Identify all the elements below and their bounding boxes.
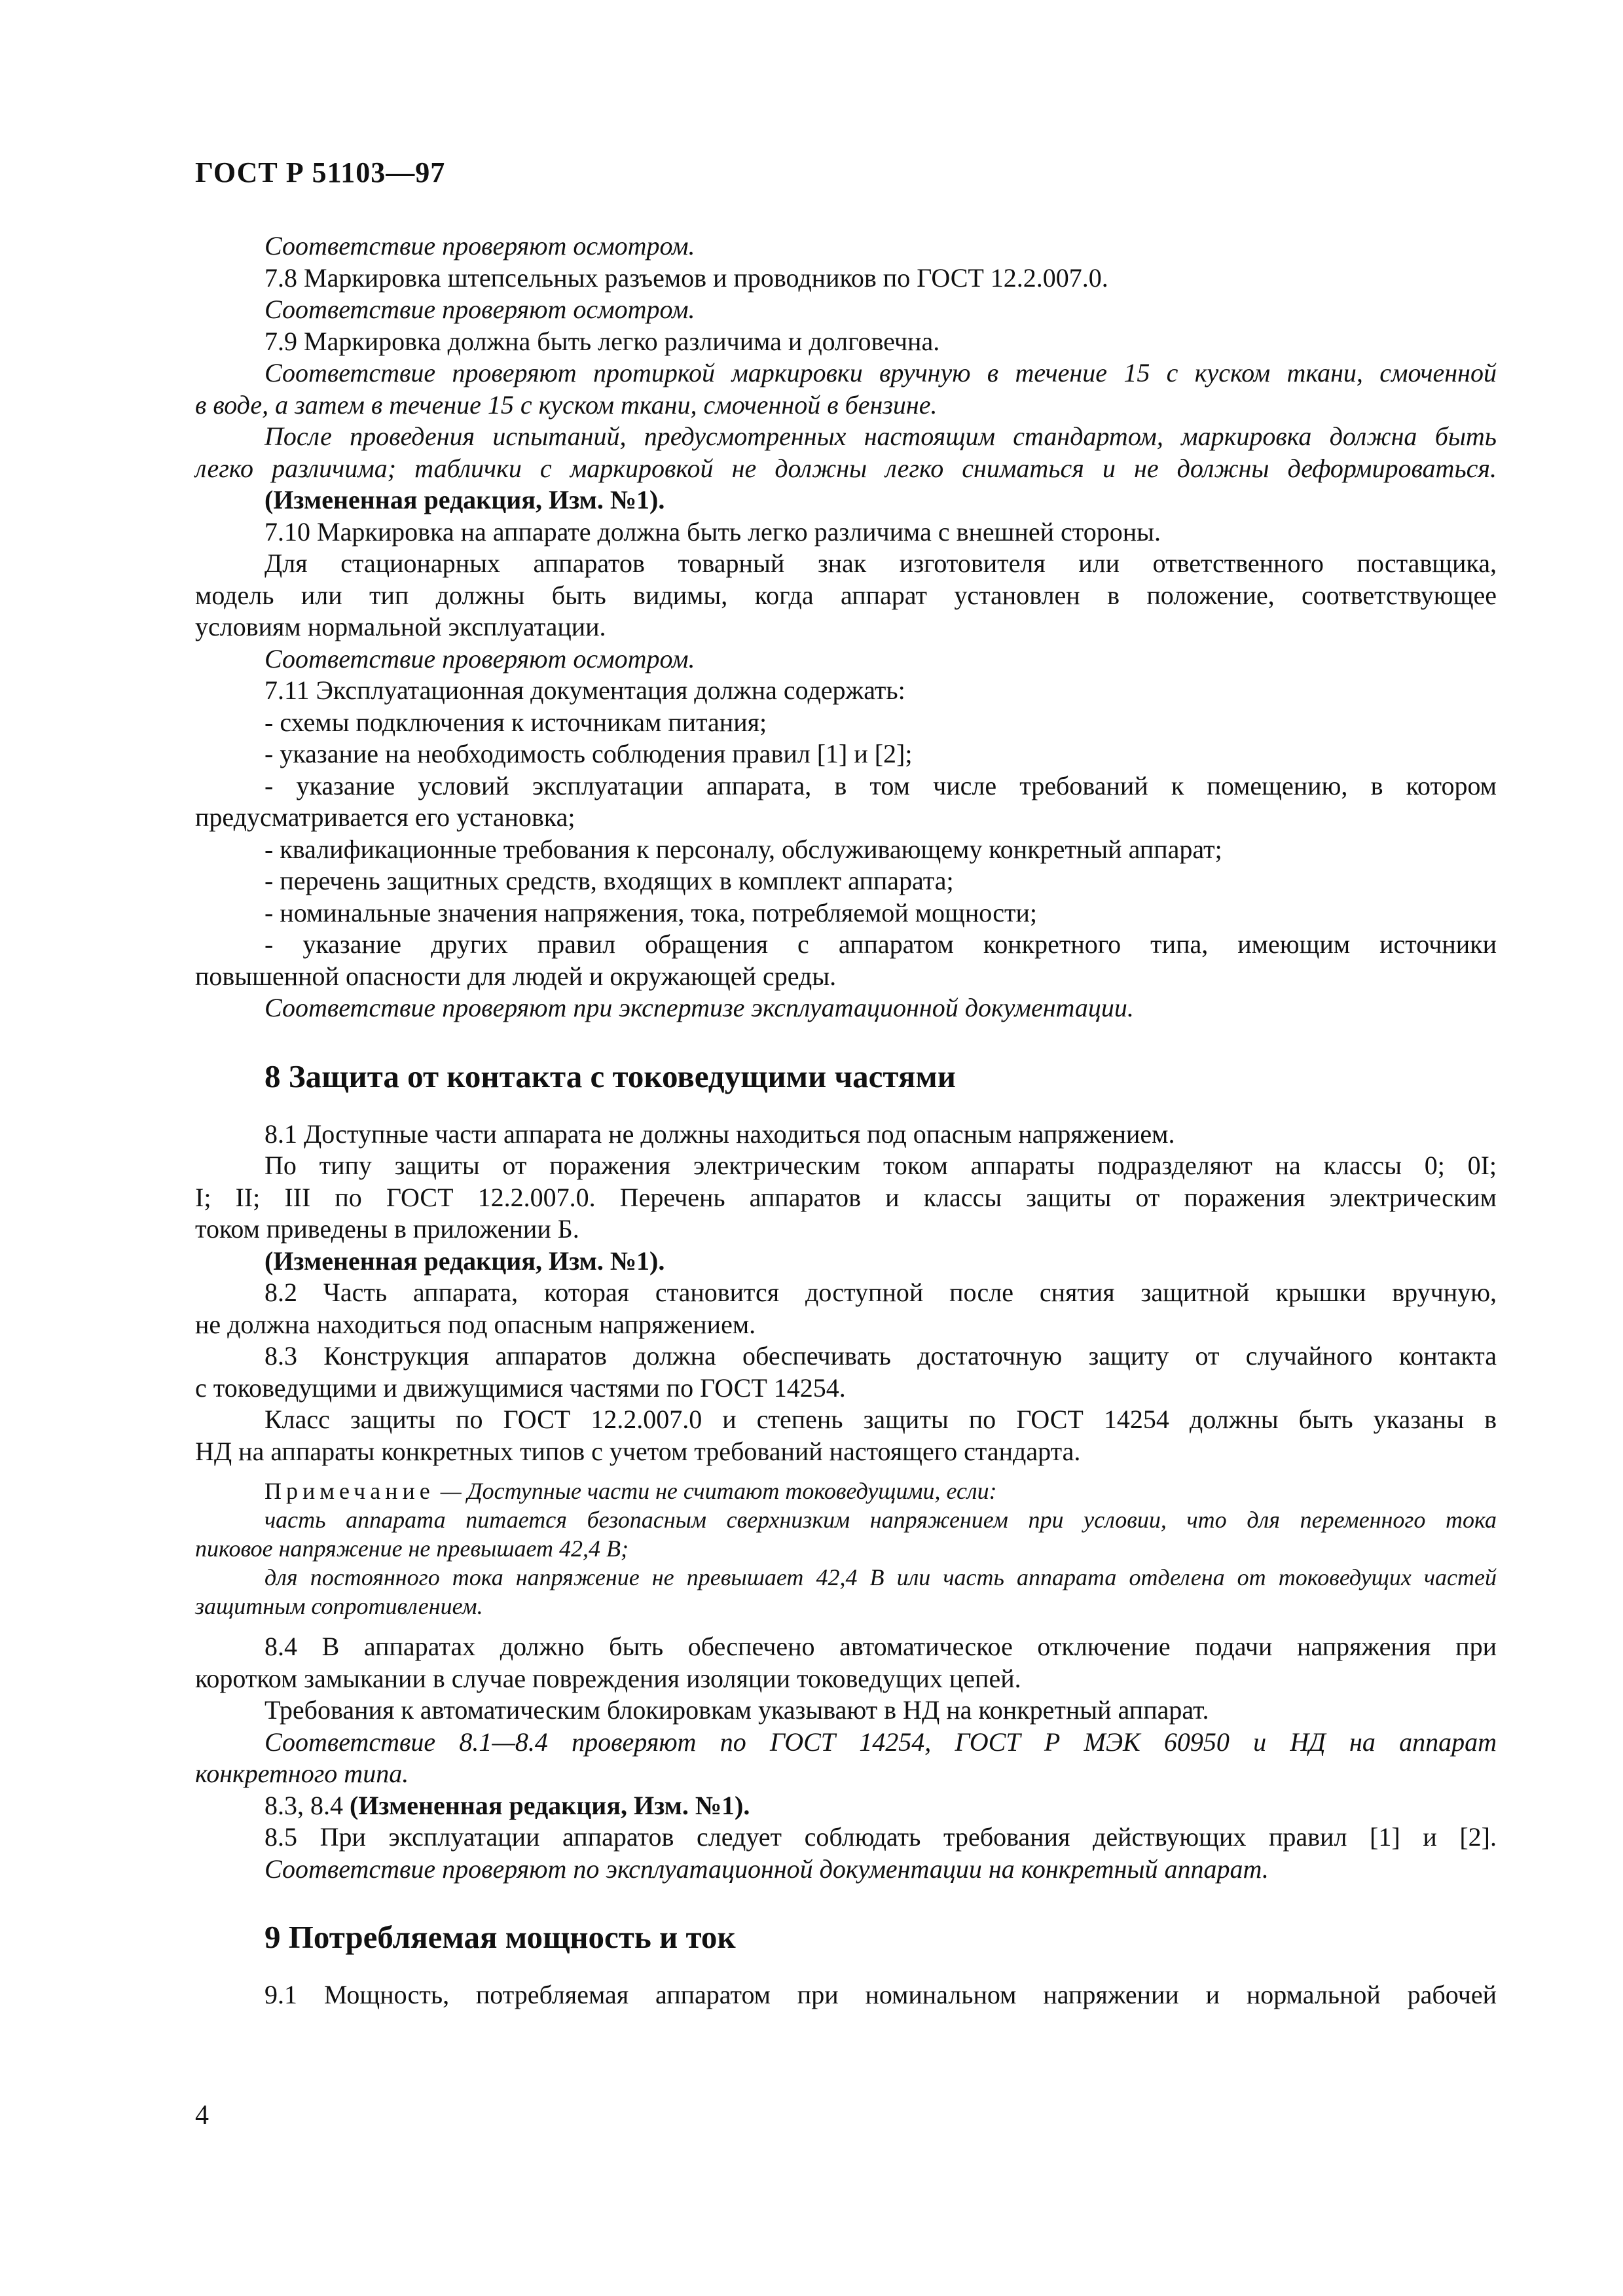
text-line: 7.8 Маркировка штепсельных разъемов и проводников по ГОСТ 12.2.007.0. — [264, 262, 1108, 293]
section-9-heading: 9 Потребляемая мощность и ток — [264, 1919, 736, 1955]
text-line: 7.9 Маркировка должна быть легко различима и долговечна. — [264, 326, 940, 356]
text-line: конкретного типа. — [195, 1759, 409, 1788]
text-line: Соответствие проверяют по эксплуатационной документации на конкретный аппарат. — [264, 1854, 1269, 1884]
amendment-line — [195, 1790, 1497, 1822]
text-line: повышенной опасности для людей и окружающей среды. — [195, 961, 837, 991]
note-line — [195, 1477, 1497, 1505]
document-code-header: ГОСТ Р 51103—97 — [195, 156, 446, 188]
note-line: часть аппарата питается безопасным сверхнизким напряжением при условии, что для переменного тока — [264, 1507, 1497, 1533]
text-line: После проведения испытаний, предусмотренных настоящим стандартом, маркировка должна быть — [264, 422, 1497, 451]
text-line: в воде, а затем в течение 15 с куском ткани, смоченной в бензине. — [195, 389, 938, 420]
spacer — [195, 1958, 1497, 1979]
text-line: НД на аппараты конкретных типов с учетом требований настоящего стандарта. — [195, 1436, 1081, 1466]
note-line: защитным сопротивлением. — [195, 1593, 483, 1619]
text-line: 8.5 При эксплуатации аппаратов следует соблюдать требования действующих правил [1] и [2]. — [264, 1822, 1497, 1852]
text-line: Соответствие проверяют осмотром. — [264, 643, 695, 673]
list-item: - перечень защитных средств, входящих в комплект аппарата; — [264, 866, 954, 895]
spacer — [195, 1885, 1497, 1916]
text-line: коротком замыкании в случае повреждения изоляции токоведущих цепей. — [195, 1663, 1021, 1693]
list-item: - указание на необходимость соблюдения правил [1] и [2]; — [264, 739, 913, 768]
clause-ref: 8.3, 8.4 — [264, 1790, 350, 1820]
text-line: 8.4 В аппаратах должно быть обеспечено автоматическое отключение подачи напряжения при — [264, 1632, 1497, 1661]
spacer — [195, 1621, 1497, 1631]
text-line: По типу защиты от поражения электрическим током аппараты подразделяют на классы 0; 0I; — [264, 1151, 1497, 1180]
text-line: 8.2 Часть аппарата, которая становится доступной после снятия защитной крышки вручную, — [264, 1278, 1497, 1307]
text-line: 8.3 Конструкция аппаратов должна обеспечивать достаточную защиту от случайного контакта — [264, 1341, 1497, 1371]
note-text: — Доступные части не считают токоведущими, если: — [434, 1478, 997, 1504]
text-line: 7.10 Маркировка на аппарате должна быть легко различима с внешней стороны. — [264, 516, 1161, 547]
text-line: с токоведущими и движущимися частями по ГОСТ 14254. — [195, 1372, 846, 1403]
list-item: - схемы подключения к источникам питания; — [264, 707, 767, 737]
text-line: Для стационарных аппаратов товарный знак изготовителя или ответственного поставщика, — [264, 548, 1497, 578]
text-line: не должна находиться под опасным напряжением. — [195, 1309, 756, 1339]
text-line: 7.11 Эксплуатационная документация должна содержать: — [264, 675, 905, 705]
text-line: Соответствие проверяют при экспертизе эксплуатационной документации. — [264, 993, 1134, 1022]
text-line: условиям нормальной эксплуатации. — [195, 612, 606, 641]
page-number: 4 — [195, 2100, 209, 2130]
text-line: током приведены в приложении Б. — [195, 1214, 579, 1244]
text-line: 9.1 Мощность, потребляемая аппаратом при номинальном напряжении и нормальной рабочей — [264, 1980, 1497, 2009]
spacer — [195, 1467, 1497, 1477]
text-line: I; II; III по ГОСТ 12.2.007.0. Перечень аппаратов и классы защиты от поражения электрическим — [195, 1182, 1497, 1212]
text-line: 8.1 Доступные части аппарата не должны находиться под опасным напряжением. — [264, 1119, 1175, 1149]
text-line: Соответствие проверяют протиркой маркировки вручную в течение 15 с куском ткани, смоченной — [264, 358, 1497, 387]
list-item: - указание других правил обращения с аппаратом конкретного типа, имеющим источники — [264, 929, 1497, 959]
list-item: - указание условий эксплуатации аппарата, в том числе требований к помещению, в котором — [264, 770, 1497, 800]
spacer — [195, 1024, 1497, 1056]
text-line: модель или тип должны быть видимы, когда аппарат установлен в положение, соответствующее — [195, 580, 1497, 610]
amendment-note: (Измененная редакция, Изм. №1). — [264, 485, 665, 514]
spacer — [195, 1098, 1497, 1119]
amendment-note: (Измененная редакция, Изм. №1). — [264, 1246, 665, 1276]
text-line: Соответствие проверяют осмотром. — [264, 231, 695, 260]
text-line: Соответствие 8.1—8.4 проверяют по ГОСТ 14254, ГОСТ Р МЭК 60950 и НД на аппарат — [264, 1727, 1497, 1757]
text-line: Соответствие проверяют осмотром. — [264, 295, 695, 324]
note-label: Примечание — [264, 1478, 435, 1504]
note-line: пиковое напряжение не превышает 42,4 В; — [195, 1535, 629, 1562]
amendment-note: (Измененная редакция, Изм. №1). — [350, 1790, 750, 1820]
text-line: предусматривается его установка; — [195, 802, 575, 832]
text-line: Класс защиты по ГОСТ 12.2.007.0 и степень защиты по ГОСТ 14254 должны быть указаны в — [264, 1405, 1497, 1434]
note-line: для постоянного тока напряжение не превышает 42,4 В или часть аппарата отделена от токоведущих частей — [264, 1564, 1497, 1590]
section-8-heading: 8 Защита от контакта с токоведущими частями — [264, 1058, 956, 1094]
text-line: легко различима; таблички с маркировкой не должны легко сниматься и не должны деформироваться. — [195, 453, 1497, 483]
list-item: - квалификационные требования к персоналу, обслуживающему конкретный аппарат; — [264, 834, 1222, 864]
document-body — [195, 230, 1497, 2011]
text-line: Требования к автоматическим блокировкам указывают в НД на конкретный аппарат. — [264, 1695, 1209, 1725]
list-item: - номинальные значения напряжения, тока, потребляемой мощности; — [264, 897, 1037, 927]
